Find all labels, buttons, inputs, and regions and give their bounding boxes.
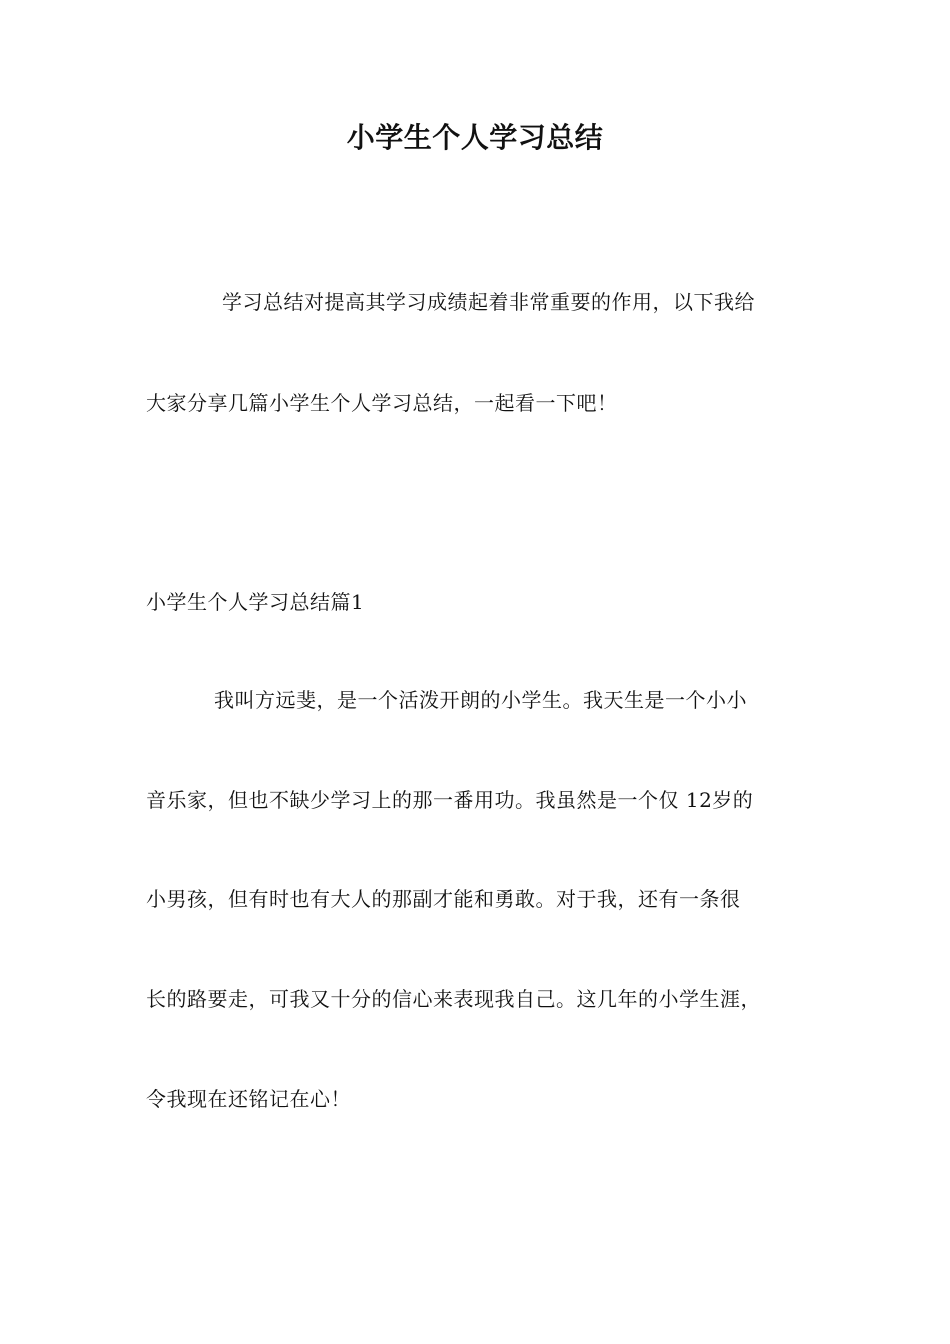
paragraph-line-4: 长的路要走，可我又十分的信心来表现我自己。这几年的小学生涯，	[146, 987, 761, 1011]
intro-line-2: 大家分享几篇小学生个人学习总结，一起看一下吧！	[146, 391, 618, 415]
paragraph-line-1: 我叫方远斐，是一个活泼开朗的小学生。我天生是一个小小	[214, 688, 747, 712]
paragraph-line-3: 小男孩，但有时也有大人的那副才能和勇敢。对于我，还有一条很	[146, 887, 741, 911]
intro-line-1: 学习总结对提高其学习成绩起着非常重要的作用，以下我给	[222, 290, 755, 314]
section-heading: 小学生个人学习总结篇1	[146, 590, 365, 614]
document-title: 小学生个人学习总结	[346, 121, 604, 154]
paragraph-line-2: 音乐家，但也不缺少学习上的那一番用功。我虽然是一个仅 12岁的	[146, 788, 754, 812]
paragraph-line-5: 令我现在还铭记在心！	[146, 1087, 351, 1111]
